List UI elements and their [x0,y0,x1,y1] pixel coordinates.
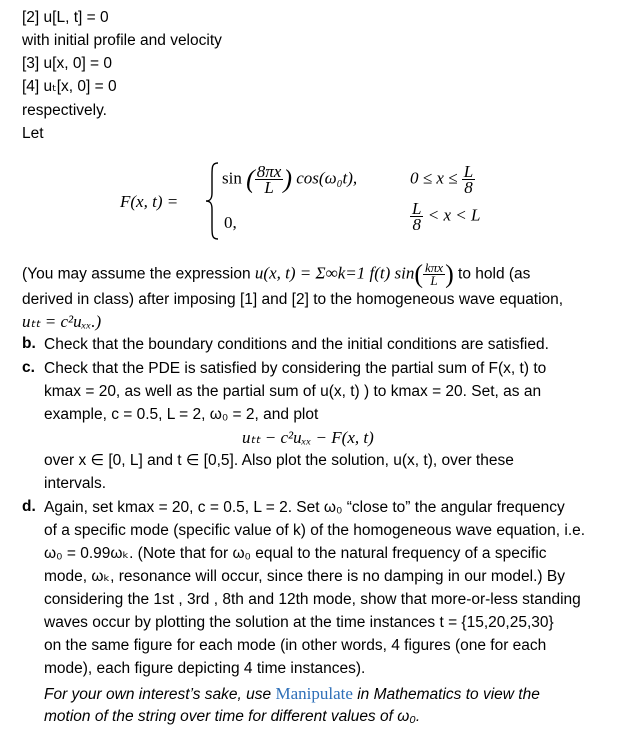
case2-value: 0, [224,213,237,232]
case2-cond-text: < x < L [427,205,481,225]
case1-cond-text: 0 ≤ x ≤ [410,168,458,188]
case1-cos: cos(ω₀t), [296,168,358,188]
part-d-line-10: motion of the string over time for different values of ω₀. [44,708,421,725]
assume-math: u(x, t) = Σ∞k=1 f(t) sin [254,263,415,283]
case2-condition [410,201,480,232]
label-d: d. [22,498,36,515]
assume-line-1: (You may assume the expression u(x, t) = Σ∞k=1 f(t) sin( $\frac{\text{kπx}}{L}$ ) to hold (as [22,259,531,289]
case1-expr: sin ( $\frac{8\pi x}{L}$ ) cos(ω₀t), [222,162,358,197]
case2-cond-den: 8 [412,215,421,234]
initial-text: with initial profile and velocity [22,32,222,49]
part-b-text: Check that the boundary conditions and the initial conditions are satisfied. [44,336,549,353]
assume-den: L [430,273,438,288]
piecewise-lhs: F(x, t) = [120,192,179,211]
part-c-line-5: over x ∈ [0, L] and t ∈ [0,5]. Also plot the solution, u(x, t), over these [44,452,514,469]
let-text: Let [22,125,44,142]
respectively-text: respectively. [22,102,107,119]
part-c-equation: uₜₜ − c²uₓₓ − F(x, t) [242,428,374,447]
assume-line-3: uₜₜ = c²uₓₓ.) [22,312,102,331]
part-d-line-4: mode, ωₖ, resonance will occur, since there is no damping in our model.) By [44,568,565,585]
case1-condition [410,164,475,195]
part-d-line-8: mode), each figure depicting 4 time instances). [44,660,366,677]
manipulate-link[interactable]: Manipulate [275,684,353,703]
part-d-line-1: Again, set kmax = 20, c = 0.5, L = 2. Set ω₀ “close to” the angular frequency [44,499,565,516]
case1-cond-num: L [463,162,474,181]
ic-3: [3] u[x, 0] = 0 [22,55,113,72]
case2-cond-num: L [412,199,422,218]
part-d-line-3: ω₀ = 0.99ωₖ. (Note that for ω₀ equal to the natural frequency of a specific [44,545,547,562]
bc-2: [2] u[L, t] = 0 [22,9,109,26]
case1-num: 8πx [256,162,282,181]
part-d-line-7: on the same figure for each mode (in other words, 4 figures (one for each [44,637,547,654]
part-d-line-6: waves occur by plotting the solution at the time instances t = {15,20,25,30} [44,614,554,631]
case1-sin: sin [222,168,242,188]
part-d-line-5: considering the 1st , 3rd , 8th and 12th mode, show that more-or-less standing [44,591,581,608]
ic-4: [4] uₜ[x, 0] = 0 [22,78,117,95]
assume-line-2: derived in class) after imposing [1] and [2] to the homogeneous wave equation, [22,291,564,308]
part-c-line-2: kmax = 20, as well as the partial sum of u(x, t) ) to kmax = 20. Set, as an [44,383,542,400]
case1-den: L [264,178,274,197]
label-b: b. [22,335,36,352]
part-d-line-9: For your own interest’s sake, use Manipulate in Mathematics to view the [44,684,540,703]
case1-cond-den: 8 [464,178,473,197]
part-d-line-2: of a specific mode (specific value of k) of the homogeneous wave equation, i.e. [44,522,586,539]
part-c-line-6: intervals. [44,475,107,492]
assume-num: kπx [425,260,444,275]
part-c-line-3: example, c = 0.5, L = 2, ω₀ = 2, and plot [44,406,319,423]
left-brace-icon [204,161,220,241]
part-c-line-1: Check that the PDE is satisfied by considering the partial sum of F(x, t) to [44,360,547,377]
label-c: c. [22,359,35,376]
